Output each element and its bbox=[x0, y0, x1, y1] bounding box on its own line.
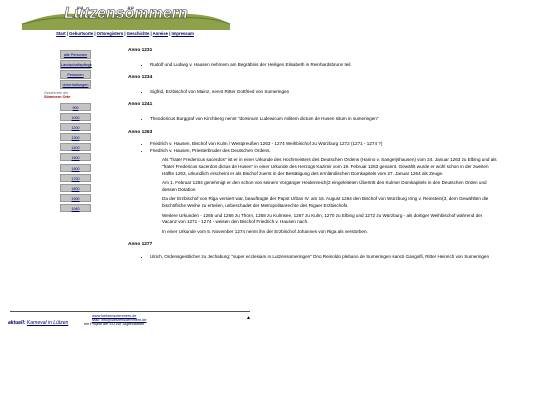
year-link-1300[interactable]: 1300 bbox=[60, 133, 91, 141]
year-link-1900[interactable]: 1900 bbox=[60, 194, 91, 202]
year-link-1600[interactable]: 1600 bbox=[60, 164, 91, 172]
footer-aktuell-link[interactable]: Karneval in Lützen bbox=[26, 320, 69, 326]
nav-geburtsorte[interactable]: Geburtsorte bbox=[69, 31, 94, 36]
sidebar-item-alle-personen[interactable]: alle Personen bbox=[60, 50, 91, 59]
year-link-1940[interactable]: 1940 bbox=[60, 204, 91, 212]
back-to-top-arrow-icon[interactable]: ▲ bbox=[246, 315, 251, 321]
footer-news bbox=[8, 320, 68, 326]
year-navigation bbox=[60, 103, 92, 214]
footer-divider bbox=[10, 311, 250, 312]
sidebar-heading-line2: Sömmern Orte bbox=[44, 94, 71, 99]
sidebar-menu bbox=[60, 50, 92, 90]
sidebar-item-unterhaltungen[interactable]: Unterhaltungen bbox=[60, 80, 91, 89]
year-link-1700[interactable]: 1700 bbox=[60, 174, 91, 182]
year-link-1200[interactable]: 1200 bbox=[60, 123, 91, 131]
year-link-1400[interactable]: 1400 bbox=[60, 143, 91, 151]
paragraph: Da der Erzbischof von Riga versiert war, beauftragte der Papst Urban IV. am 16. August 1264 den Bischof von Würzburg Iring v. Reinstein(3, dem Gewählten die bischöfliche Weihe zu erteilen, unbeschadet der Metropolitanrechte des Rigaer Erzbischofs. bbox=[162, 196, 489, 208]
footer-project-note: ein Projekt der EU zur Jugendarbeit bbox=[84, 322, 145, 327]
main-content bbox=[128, 48, 498, 260]
list-item: • Theodoricus Burggraf von Kirchberg nennt "dominum Ludewicum militem dictum de Husen situm in sumeringen" bbox=[150, 116, 498, 123]
footer-aktuell-label: aktuell: bbox=[8, 320, 26, 326]
nav-impressum[interactable]: Impressum bbox=[171, 31, 194, 36]
footer-contact bbox=[84, 314, 147, 327]
nav-start[interactable]: Start bbox=[56, 31, 66, 36]
nav-geschichte[interactable]: Geschichte bbox=[126, 31, 150, 36]
sidebar-section-heading bbox=[44, 92, 84, 100]
year-link-1800[interactable]: 1800 bbox=[60, 184, 91, 192]
list-item: • Ulrich, Ordensgeistlicher zu Jechaburg; "super ecclesiam in Lutzensomeringen" Dno Reinoldo plebano de Sumeringen sancti Gangolfi, Ritter Heinrich von Sumeringen bbox=[150, 254, 498, 261]
list-item: • Sigfrid, Erzbischof von Mainz, nennt Ritter Gottfried von Sumeringen bbox=[150, 89, 498, 96]
paragraph: In einer Urkunde vom 5. November 1274 nennt ihn der Erzbischof Johannes von Riga als verstorben. bbox=[162, 228, 368, 234]
paragraph: Am 1. Februar 1264 genehmigt er den schon von seinem Vorgänger Heidenreich(2 eingeleiteten Übertritt des Kulmer Domkapitels in den Deutschen Orden und dessen Dotation. bbox=[162, 180, 487, 192]
sidebar-item-landschaftspflege[interactable]: Landschaftspflege bbox=[60, 60, 91, 69]
list-item: • Friedrich v. Hausen, Priesterbruder des Deutschen Ordens. bbox=[150, 148, 498, 155]
paragraph: Als "frater Fredericus sacerdos" ist er in einer Urkunde des Hochmeisters des Deutschen Ordens (Hanno v. Sangerjshausen) vom 24. Januar 1263 zu Elbing und als "frater Fredericus sacerdos dictus de Husen" in einer Urkunde des Herzogs Kazimir vom 19. Februar 1263 genannt. Gewählt wurde er wohl schon in der zweiten Hälfte 1263, urkundlich erscheint er als Bischof zuerst in der Bestätigung des ermländischen Domkapitels vom 27. Januar 1264 als Zeuge. bbox=[162, 157, 497, 176]
sidebar-heading-line1: Geschichte der bbox=[44, 91, 69, 95]
sidebar-item-personen[interactable]: Personen bbox=[60, 70, 91, 79]
top-navigation: Start | Geburtsorte | Ortsregistern | Geschichte | Anreise | Impressum bbox=[56, 31, 194, 36]
paragraph: Weitere Urkunden - 1265 und 1266 zu Thorn, 1268 zu Kulmsee, 1267 zu Kulm, 1270 zu Elbing und 1272 zu Würzburg - als dortiger Weihbischof während der Vacanz von 1271 - 1274 - weisen den Bischof Friedrich v. Hausen nach. bbox=[162, 212, 483, 225]
nav-ortsregistern[interactable]: Ortsregistern bbox=[96, 31, 124, 36]
footer-website-link[interactable]: www.luetzensoemmern.de bbox=[92, 314, 137, 318]
year-link-900[interactable]: 900 bbox=[60, 103, 91, 111]
year-heading: Anno 1231 bbox=[128, 48, 153, 53]
year-heading: Anno 1234 bbox=[128, 75, 153, 81]
year-heading: Anno 1241 bbox=[128, 102, 153, 108]
list-item: • Rudolf und Ludwig v. Hausen nehmem am Begräbnis der Heiligen Elisabeth in Reinhardsbrunn teil. bbox=[150, 62, 498, 69]
year-link-1500[interactable]: 1500 bbox=[60, 153, 91, 161]
footer-email-link[interactable]: Mail: info@luetzensoemmern.de bbox=[92, 318, 147, 323]
year-heading: Anno 1277 bbox=[128, 242, 153, 248]
year-link-1000[interactable]: 1000 bbox=[60, 113, 91, 121]
year-heading: Anno 1263 bbox=[128, 129, 153, 135]
logo-text: Lützensömmern bbox=[64, 5, 188, 22]
site-logo[interactable] bbox=[20, 2, 232, 32]
nav-anreise[interactable]: Anreise bbox=[152, 31, 169, 36]
list-item: • Friedrich v. Hausen, Bischof von Kulm / Westpreußen 1263 - 1274 Weihbischof zu Würzburg 1272 (1271 - 1274 ?) bbox=[150, 141, 498, 148]
